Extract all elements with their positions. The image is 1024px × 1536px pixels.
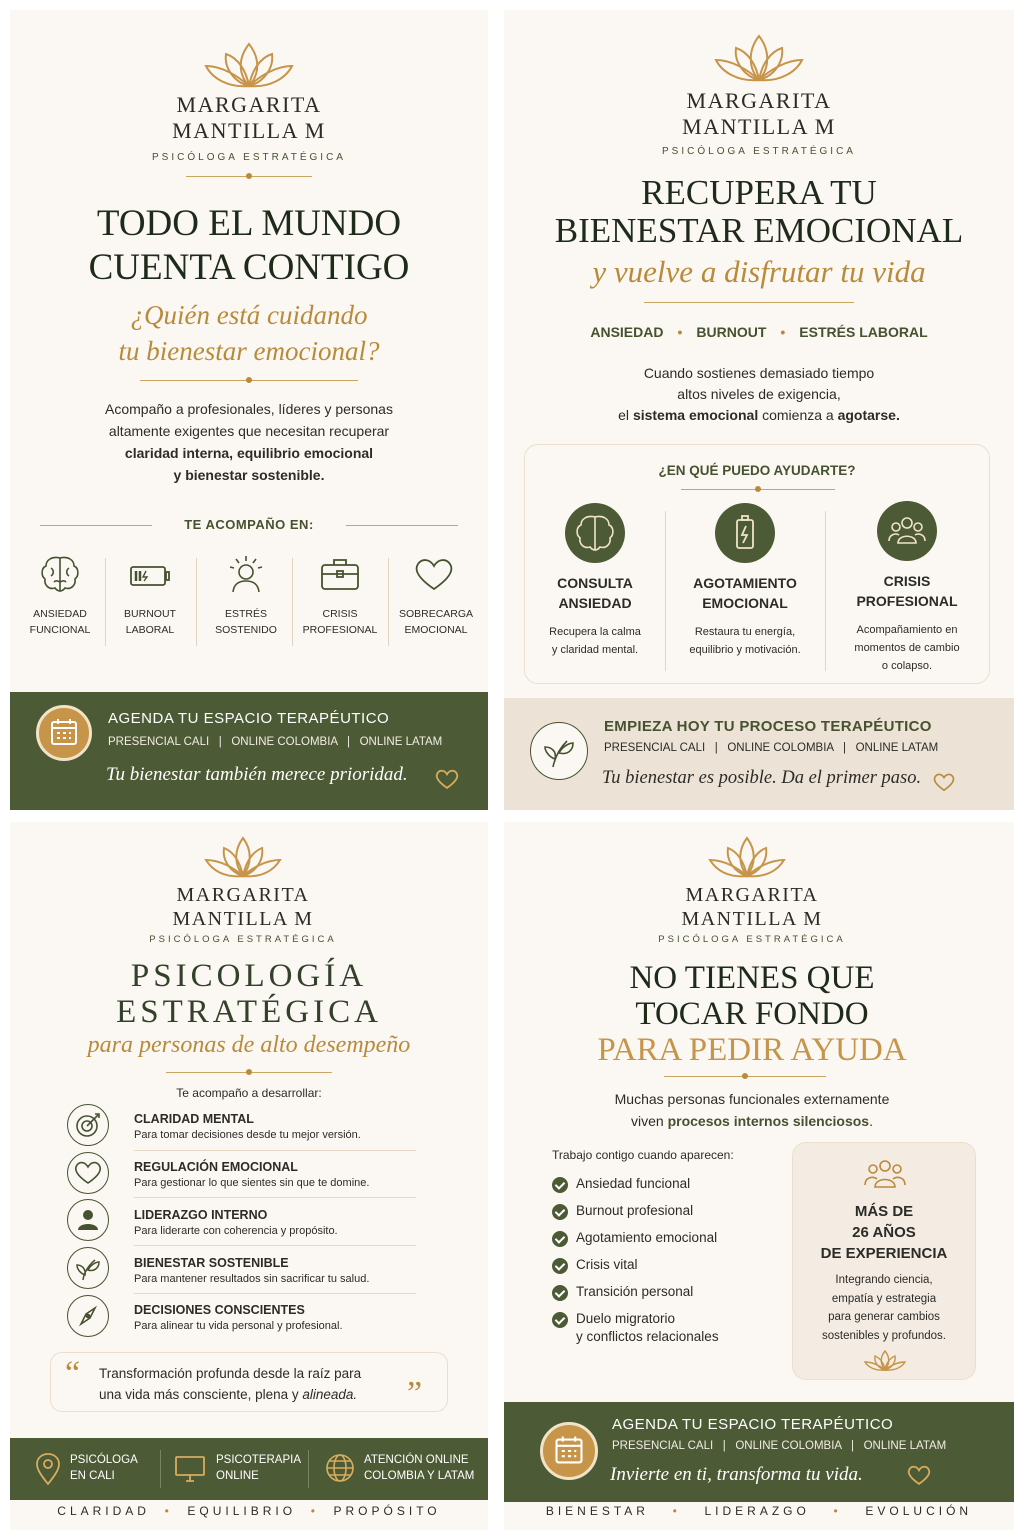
globe-icon [324,1452,356,1484]
item-desc: Para alinear tu vida personal y profesional. [134,1320,343,1332]
heart-icon [434,768,460,790]
divider [644,302,854,303]
list-item: Transición personal [576,1284,694,1299]
group-icon [793,1157,975,1193]
separator [134,1293,416,1294]
service-online: PSICOTERAPIA ONLINE [216,1454,301,1482]
cta-tagline: Tu bienestar es posible. Da el primer paso. [602,768,922,788]
target-icon [67,1104,109,1146]
item-title: BIENESTAR SOSTENIBLE [134,1256,289,1270]
location-pin-icon [34,1452,62,1486]
word-equilibrio: EQUILIBRIO [187,1504,297,1518]
item-desc: Para liderarte con coherencia y propósito. [134,1225,338,1237]
list-item: Agotamiento emocional [576,1230,718,1245]
divider-dot [246,377,252,383]
divider-dot [742,1073,748,1079]
services-bar [10,1438,488,1500]
title-line2: CUENTA CONTIGO [88,247,410,288]
stressed-person-icon [224,554,268,594]
list-item: Duelo migratorio [576,1311,676,1326]
brand-name-line2: MANTILLA M [172,908,314,930]
word-dot: • [672,1504,681,1518]
list-item: Crisis vital [576,1257,638,1272]
cta-locations: PRESENCIAL CALI | ONLINE COLOMBIA | ONLINE LATAM [108,736,443,748]
heart-icon [67,1152,109,1194]
item-title: LIDERAZGO INTERNO [134,1208,268,1222]
heart-icon [906,1464,932,1486]
separator [308,1450,309,1488]
open-quote-icon: “ [65,1355,81,1392]
panel-psicologia-estrategica [10,822,488,1530]
lotus-small-icon [793,1349,975,1373]
lotus-logo-icon [504,834,1014,880]
body-line2: altos niveles de exigencia, [677,386,841,402]
quote-line2: una vida más consciente, plena y alineada. [99,1387,358,1402]
separator [134,1150,416,1151]
subtitle-line2: tu bienestar emocional? [118,336,380,366]
monitor-icon [174,1454,206,1484]
service-desc: Acompañamiento en momentos de cambio o colapso. [854,624,960,672]
lotus-logo-icon [10,38,488,90]
divider-dot [755,486,761,492]
cta-title: EMPIEZA HOY TU PROCESO TERAPÉUTICO [604,718,932,735]
word-bienestar: BIENESTAR [545,1504,649,1518]
compass-icon [67,1295,109,1337]
separator [134,1245,416,1246]
experience-card [792,1142,976,1380]
item-title: REGULACIÓN EMOCIONAL [134,1160,298,1174]
body-line1: Acompaño a profesionales, líderes y personas [105,401,393,417]
list-item: Ansiedad funcional [576,1176,691,1191]
cta-tagline: Invierte en ti, transforma tu vida. [610,1464,863,1485]
title-line1: RECUPERA TU [641,173,877,212]
title-line2: BIENESTAR EMOCIONAL [554,211,964,250]
leaves-icon [67,1247,109,1289]
service-title: CRISIS PROFESIONAL [856,573,958,609]
body-line3: claridad interna, equilibrio emocional [124,445,374,461]
briefcase-icon [318,556,362,592]
check-icon [552,1312,568,1328]
cta-title: AGENDA TU ESPACIO TERAPÉUTICO [612,1416,894,1433]
person-icon [67,1199,109,1241]
item-label-estres: ESTRÉS SOSTENIDO [215,608,277,636]
title-line3: PARA PEDIR AYUDA [597,1032,907,1068]
service-title: AGOTAMIENTO EMOCIONAL [693,575,797,611]
brand-name-line1: MARGARITA [176,884,310,906]
body-line2: altamente exigentes que necesitan recuperar [108,423,390,439]
word-evolucion: EVOLUCIÓN [865,1504,973,1518]
item-desc: Para gestionar lo que sientes sin que te domine. [134,1177,370,1189]
bottom-words [504,1504,1014,1518]
item-desc: Para mantener resultados sin sacrificar tu salud. [134,1273,370,1285]
brand-subtitle: PSICÓLOGA ESTRATÉGICA [149,934,337,945]
title-line2: TOCAR FONDO [635,996,869,1032]
tag-dot: • [780,324,786,340]
body-line4: y bienestar sostenible. [173,467,325,483]
check-icon [552,1204,568,1220]
help-card [524,444,990,684]
word-dot: • [833,1504,842,1518]
experience-title: MÁS DE 26 AÑOS DE EXPERIENCIA [820,1203,948,1262]
item-label-crisis: CRISIS PROFESIONAL [302,608,378,636]
item-label-ansiedad: ANSIEDAD FUNCIONAL [29,608,91,636]
tags-row [504,324,1014,340]
brand-subtitle: PSICÓLOGA ESTRATÉGICA [662,146,856,157]
item-title: CLARIDAD MENTAL [134,1112,254,1126]
tag-ansiedad: ANSIEDAD [590,324,664,340]
brand-name-line1: MARGARITA [685,884,819,906]
word-liderazgo: LIDERAZGO [704,1504,810,1518]
check-icon [552,1231,568,1247]
separator [160,1450,161,1488]
battery-icon [128,562,172,590]
brand-name-line2: MANTILLA M [682,114,836,139]
subtitle: y vuelve a disfrutar tu vida [592,254,926,289]
brand-subtitle: PSICÓLOGA ESTRATÉGICA [152,152,346,163]
word-claridad: CLARIDAD [57,1504,150,1518]
panel-todo-el-mundo [10,10,488,810]
heart-icon [412,556,456,592]
cta-title: AGENDA TU ESPACIO TERAPÉUTICO [108,710,390,727]
check-icon [552,1285,568,1301]
list-item: y conflictos relacionales [576,1329,719,1344]
item-label-burnout: BURNOUT LABORAL [124,608,176,636]
quote-line1: Transformación profunda desde la raíz para [99,1366,362,1381]
brand-name-line1: MARGARITA [686,88,832,113]
brand-name-line2: MANTILLA M [681,908,823,930]
list-intro: Trabajo contigo cuando aparecen: [552,1148,734,1162]
item-desc: Para tomar decisiones desde tu mejor versión. [134,1129,361,1141]
body-line1: Muchas personas funcionales externamente [614,1091,890,1107]
subtitle-line1: ¿Quién está cuidando [130,300,368,330]
title-line1: PSICOLOGÍA [130,958,368,994]
divider-dot [246,1069,252,1075]
experience-desc: Integrando ciencia, empatía y estrategia para generar cambios sostenibles y profundos. [821,1274,947,1342]
cta-tagline: Tu bienestar también merece prioridad. [106,764,408,785]
separator [134,1197,416,1198]
body-line2: viven procesos internos silenciosos. [631,1113,873,1129]
body-line1: Cuando sostienes demasiado tiempo [643,365,875,381]
brand-name-line2: MANTILLA M [172,118,326,143]
tag-burnout: BURNOUT [696,324,767,340]
service-desc: Restaura tu energía, equilibrio y motivación. [689,626,801,656]
item-label-sobrecarga: SOBRECARGA EMOCIONAL [398,608,474,636]
service-location: PSICÓLOGA EN CALI [70,1454,138,1482]
calendar-icon [36,705,92,761]
calendar-icon [540,1422,598,1480]
service-latam: ATENCIÓN ONLINE COLOMBIA Y LATAM [364,1454,475,1482]
bottom-words [10,1504,488,1518]
brand-subtitle: PSICÓLOGA ESTRATÉGICA [658,934,846,945]
brand-name-line1: MARGARITA [176,92,322,117]
lotus-logo-icon [10,834,488,880]
brain-icon [565,503,625,563]
list-item: Burnout profesional [576,1203,694,1218]
service-title: CONSULTA ANSIEDAD [557,575,633,611]
body-line3: el sistema emocional comienza a agotarse. [618,407,900,423]
divider-dot [246,173,252,179]
tag-estres-laboral: ESTRÉS LABORAL [799,324,928,340]
title-line1: NO TIENES QUE [629,960,875,996]
card-title: ¿EN QUÉ PUEDO AYUDARTE? [658,463,856,478]
cta-bar[interactable] [10,692,488,810]
lotus-logo-icon [504,30,1014,86]
check-icon [552,1177,568,1193]
heart-icon [932,772,956,792]
service-desc: Recupera la calma y claridad mental. [549,626,641,656]
tag-dot: • [677,324,683,340]
group-icon [877,501,937,561]
item-title: DECISIONES CONSCIENTES [134,1303,305,1317]
word-dot: • [310,1504,319,1518]
cta-bar[interactable] [504,698,1014,810]
word-dot: • [164,1504,173,1518]
title-line1: TODO EL MUNDO [96,203,402,244]
brain-icon [38,554,82,594]
word-proposito: PROPÓSITO [333,1504,441,1518]
cta-locations: PRESENCIAL CALI | ONLINE COLOMBIA | ONLINE LATAM [604,742,939,754]
panel-no-tienes-que-tocar-fondo [504,822,1014,1530]
subtitle: para personas de alto desempeño [87,1032,411,1058]
panel-recupera-bienestar [504,10,1014,810]
section-title: TE ACOMPAÑO EN: [184,517,314,532]
check-icon [552,1258,568,1274]
title-line2: ESTRATÉGICA [116,994,382,1030]
leaves-icon [530,722,588,780]
intro: Te acompaño a desarrollar: [176,1086,322,1100]
cta-bar[interactable] [504,1402,1014,1502]
battery-icon [715,503,775,563]
cta-locations: PRESENCIAL CALI | ONLINE COLOMBIA | ONLINE LATAM [612,1440,947,1452]
close-quote-icon: ” [407,1375,423,1412]
quote-card [50,1352,448,1412]
